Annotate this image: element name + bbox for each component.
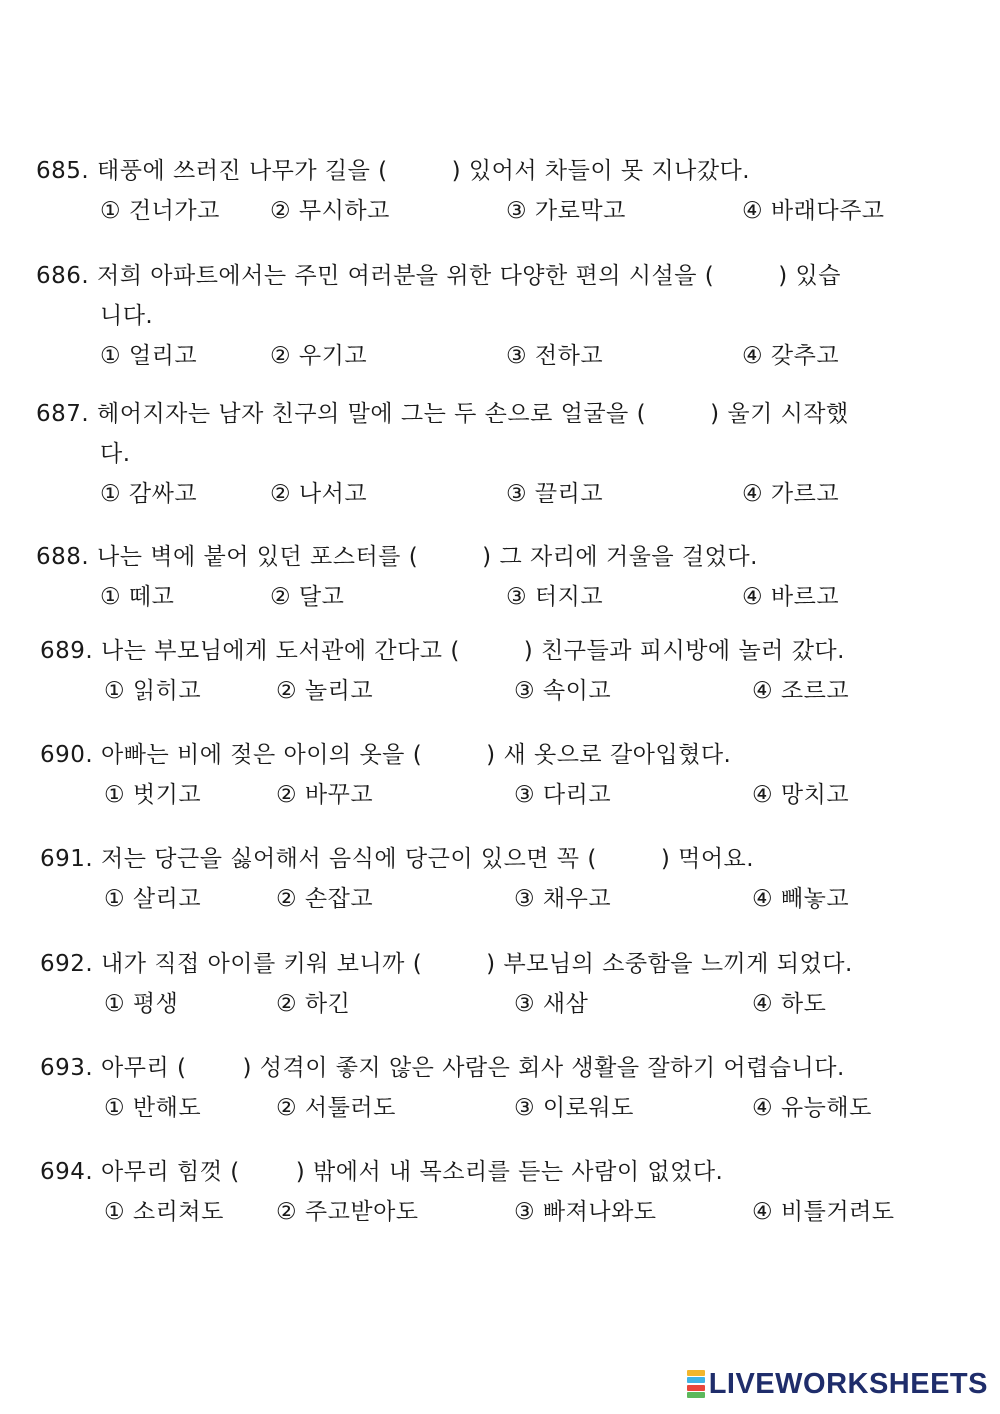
option-2[interactable]: ② 달고 [270, 584, 345, 610]
question-stem-continuation: 니다. [100, 303, 154, 329]
question-stem [40, 736, 731, 774]
option-1[interactable]: ① 평생 [104, 991, 179, 1017]
stem-text-before: 692. 내가 직접 아이를 키워 보니까 ( [40, 951, 423, 977]
stem-text-before: 693. 아무리 ( [40, 1055, 187, 1081]
question-stem [36, 152, 750, 190]
option-3[interactable]: ③ 새삼 [514, 991, 589, 1017]
question-stem [36, 538, 758, 576]
question-stem-continuation: 다. [100, 441, 131, 467]
option-3[interactable]: ③ 이로워도 [514, 1095, 634, 1121]
stem-text-before: 685. 태풍에 쓰러진 나무가 길을 ( [36, 158, 388, 184]
option-3[interactable]: ③ 전하고 [506, 343, 604, 369]
option-4[interactable]: ④ 바래다주고 [742, 198, 885, 224]
option-1[interactable]: ① 떼고 [100, 584, 175, 610]
stem-text-after: ) 성격이 좋지 않은 사람은 회사 생활을 잘하기 어렵습니다. [242, 1055, 845, 1081]
question-stem [36, 395, 849, 433]
option-4[interactable]: ④ 바르고 [742, 584, 840, 610]
stem-text-after: ) 그 자리에 거울을 걸었다. [482, 544, 758, 570]
stem-text-after: ) 친구들과 피시방에 놀러 갔다. [523, 638, 845, 664]
option-3[interactable]: ③ 채우고 [514, 886, 612, 912]
option-4[interactable]: ④ 비틀거려도 [752, 1199, 895, 1225]
option-3[interactable]: ③ 터지고 [506, 584, 604, 610]
option-2[interactable]: ② 하긴 [276, 991, 351, 1017]
option-1[interactable]: ① 벗기고 [104, 782, 202, 808]
stem-text-after: ) 울기 시작했 [710, 401, 849, 427]
option-3[interactable]: ③ 빠져나와도 [514, 1199, 657, 1225]
option-4[interactable]: ④ 유능해도 [752, 1095, 872, 1121]
question-stem [36, 257, 841, 295]
option-4[interactable]: ④ 가르고 [742, 481, 840, 507]
logo-badge-icon [687, 1370, 705, 1398]
liveworksheets-logo [687, 1364, 988, 1404]
option-1[interactable]: ① 건너가고 [100, 198, 220, 224]
stem-text-before: 687. 헤어지자는 남자 친구의 말에 그는 두 손으로 얼굴을 ( [36, 401, 647, 427]
option-2[interactable]: ② 바꾸고 [276, 782, 374, 808]
stem-text-after: ) 먹어요. [660, 846, 755, 872]
option-4[interactable]: ④ 망치고 [752, 782, 850, 808]
question-stem [40, 1153, 723, 1191]
option-3[interactable]: ③ 가로막고 [506, 198, 626, 224]
option-3[interactable]: ③ 다리고 [514, 782, 612, 808]
stem-text-after: ) 새 옷으로 갈아입혔다. [486, 742, 732, 768]
option-4[interactable]: ④ 갖추고 [742, 343, 840, 369]
option-2[interactable]: ② 놀리고 [276, 678, 374, 704]
option-4[interactable]: ④ 조르고 [752, 678, 850, 704]
stem-text-after: ) 있어서 차들이 못 지나갔다. [451, 158, 751, 184]
option-1[interactable]: ① 소리쳐도 [104, 1199, 224, 1225]
logo-text: LIVEWORKSHEETS [708, 1367, 988, 1400]
stem-text-before: 691. 저는 당근을 싫어해서 음식에 당근이 있으면 꼭 ( [40, 846, 597, 872]
stem-text-before: 690. 아빠는 비에 젖은 아이의 옷을 ( [40, 742, 423, 768]
question-stem [40, 1049, 845, 1087]
stem-text-before: 689. 나는 부모님에게 도서관에 간다고 ( [40, 638, 460, 664]
logo-stripe-2 [687, 1377, 705, 1383]
option-4[interactable]: ④ 빼놓고 [752, 886, 850, 912]
stem-text-before: 694. 아무리 힘껏 ( [40, 1159, 240, 1185]
option-3[interactable]: ③ 속이고 [514, 678, 612, 704]
option-1[interactable]: ① 얼리고 [100, 343, 198, 369]
logo-stripe-4 [687, 1392, 705, 1398]
stem-text-before: 688. 나는 벽에 붙어 있던 포스터를 ( [36, 544, 419, 570]
stem-text-after: ) 밖에서 내 목소리를 듣는 사람이 없었다. [295, 1159, 724, 1185]
option-1[interactable]: ① 살리고 [104, 886, 202, 912]
logo-stripe-1 [687, 1370, 705, 1376]
option-2[interactable]: ② 손잡고 [276, 886, 374, 912]
option-1[interactable]: ① 읽히고 [104, 678, 202, 704]
option-3[interactable]: ③ 끌리고 [506, 481, 604, 507]
option-2[interactable]: ② 우기고 [270, 343, 368, 369]
question-stem [40, 945, 853, 983]
option-2[interactable]: ② 무시하고 [270, 198, 390, 224]
stem-text-after: ) 부모님의 소중함을 느끼게 되었다. [486, 951, 853, 977]
logo-stripe-3 [687, 1385, 705, 1391]
option-1[interactable]: ① 감싸고 [100, 481, 198, 507]
option-2[interactable]: ② 서툴러도 [276, 1095, 396, 1121]
question-stem [40, 840, 754, 878]
option-1[interactable]: ① 반해도 [104, 1095, 202, 1121]
option-2[interactable]: ② 나서고 [270, 481, 368, 507]
question-stem [40, 632, 845, 670]
stem-text-before: 686. 저희 아파트에서는 주민 여러분을 위한 다양한 편의 시설을 ( [36, 263, 715, 289]
stem-text-after: ) 있습 [778, 263, 841, 289]
option-2[interactable]: ② 주고받아도 [276, 1199, 419, 1225]
option-4[interactable]: ④ 하도 [752, 991, 827, 1017]
